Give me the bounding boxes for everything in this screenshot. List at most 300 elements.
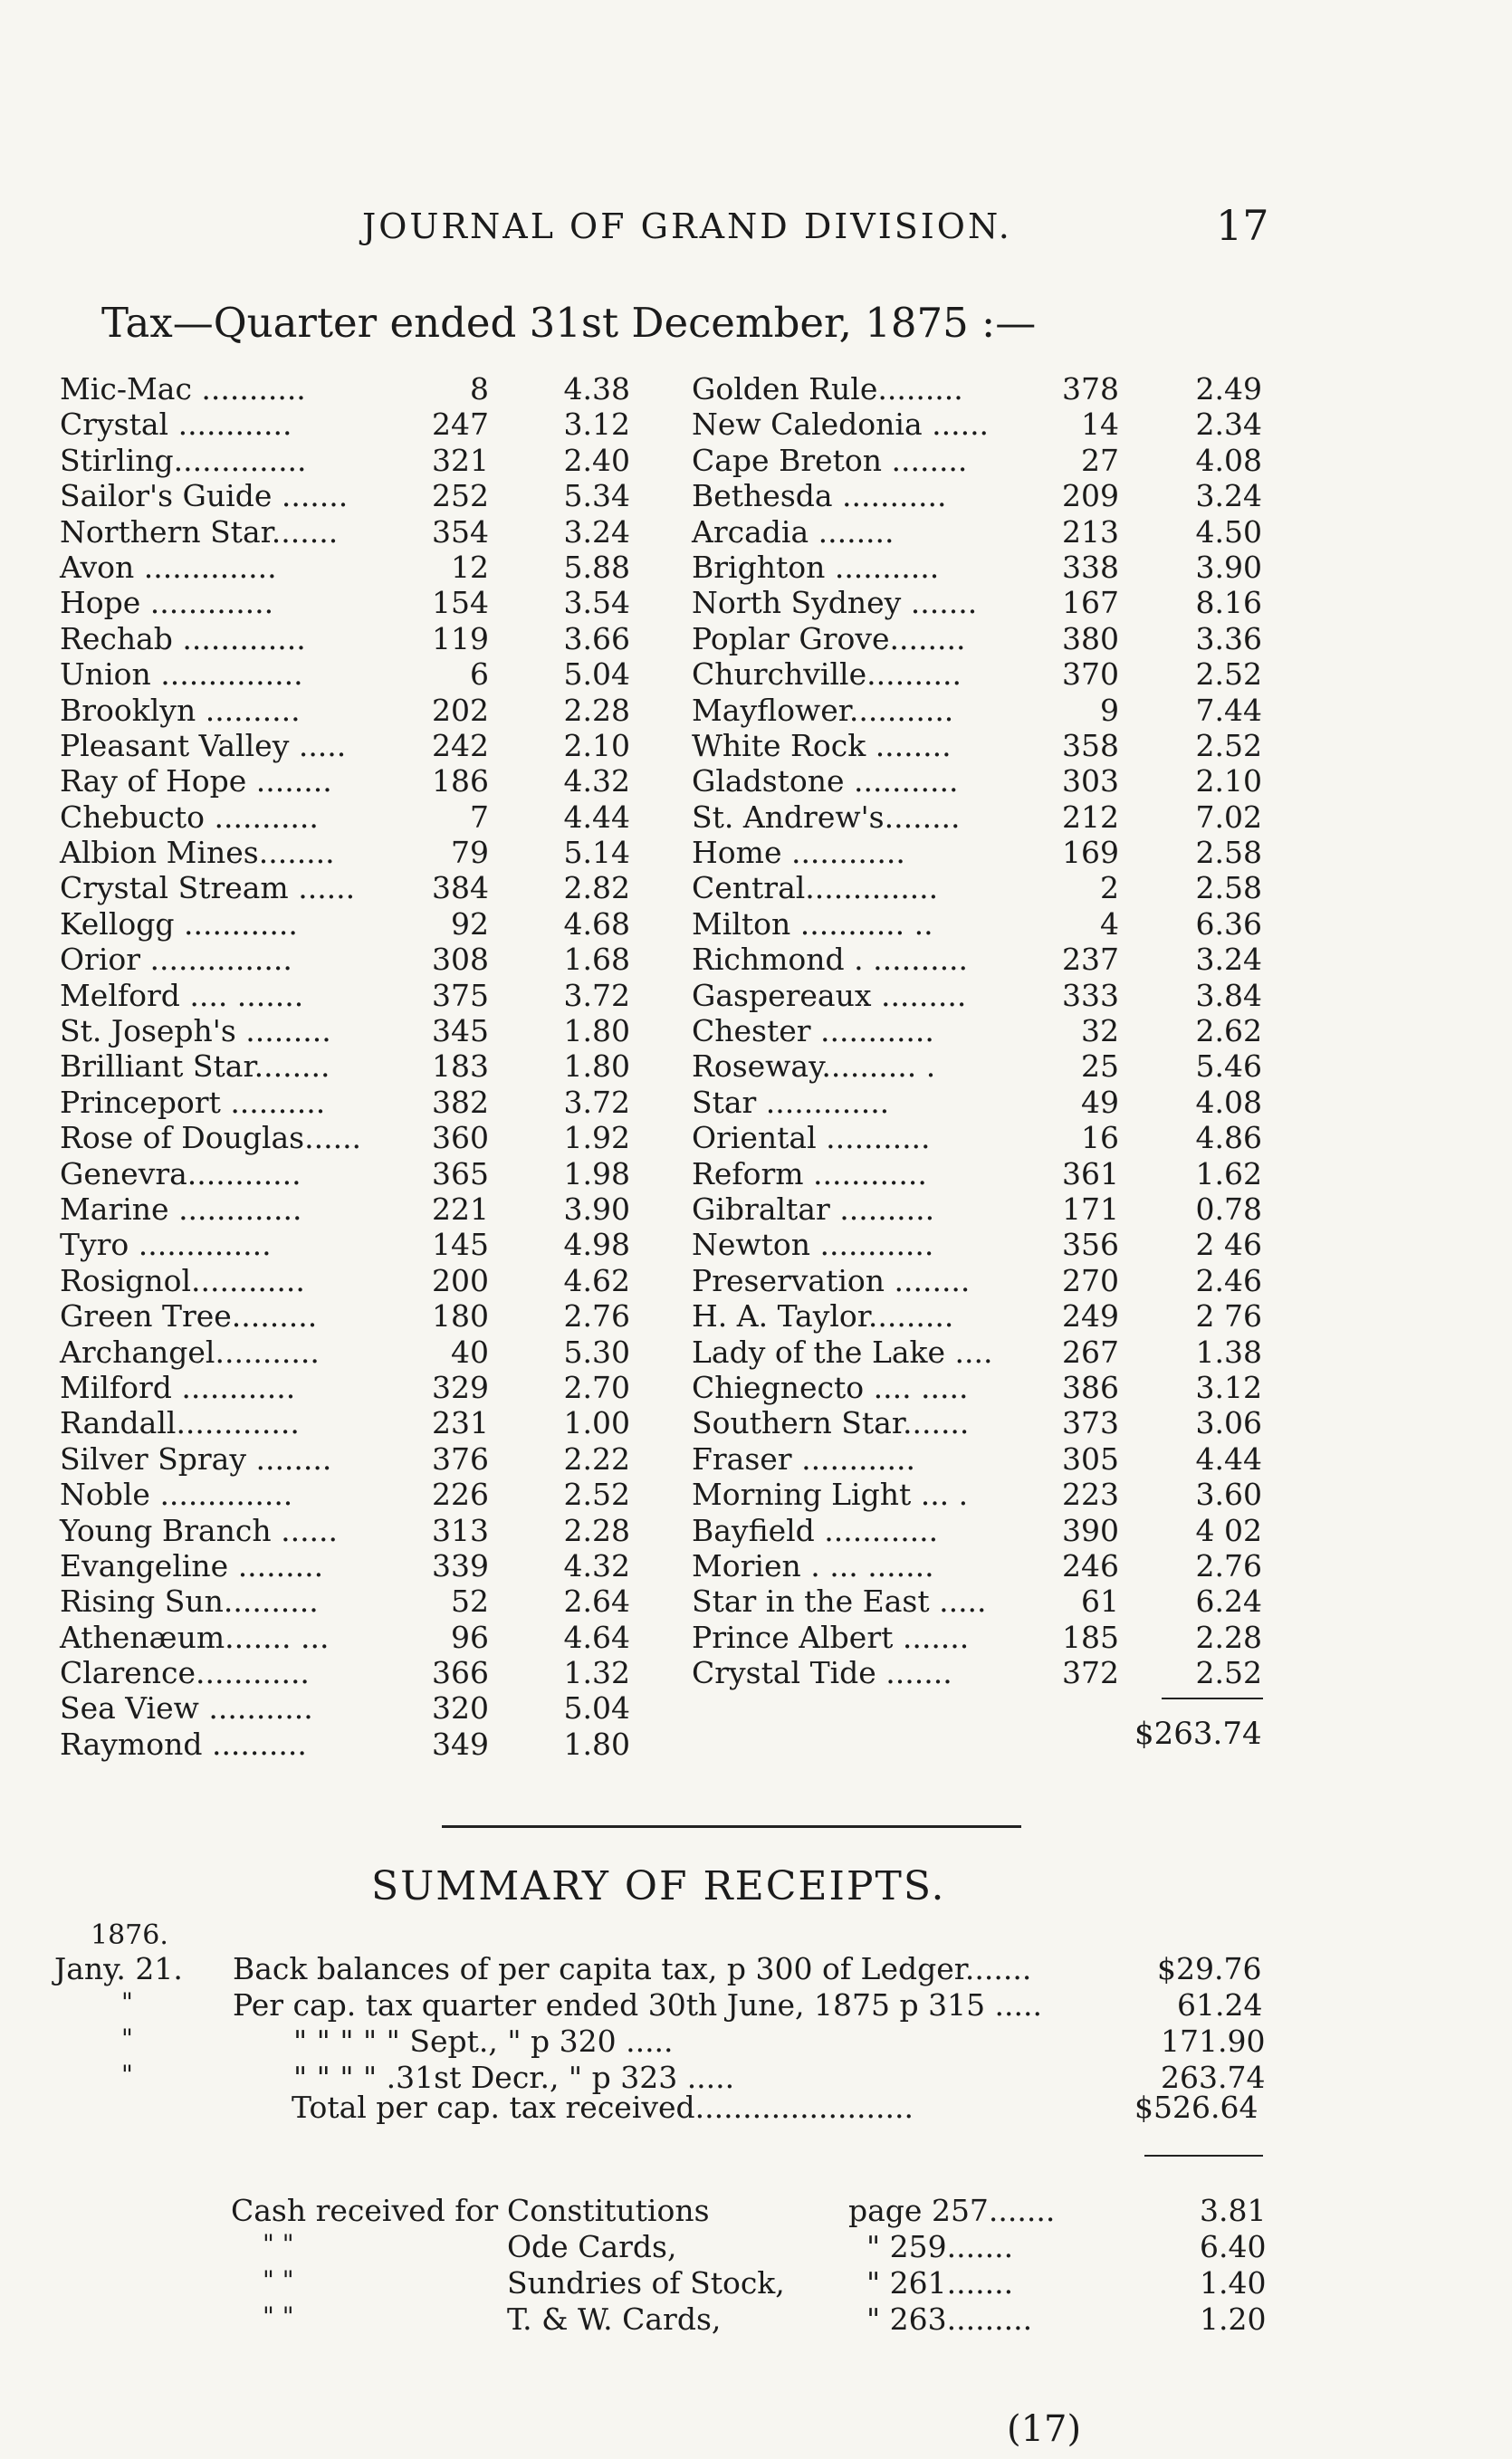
division-name: Fraser ............: [692, 1440, 915, 1477]
division-name: Gladstone ...........: [692, 763, 959, 799]
cash-item: Ode Cards,: [507, 2229, 677, 2264]
division-number: 180: [432, 1298, 489, 1335]
receipt-desc: " " " " " Sept., " p 320 .....: [293, 2024, 674, 2059]
division-number: 167: [1062, 585, 1119, 621]
tax-amount: 4.62: [563, 1262, 630, 1298]
tax-row: [692, 1156, 1262, 1191]
cash-page: " 259.......: [866, 2229, 1014, 2264]
tax-amount: 1.62: [1195, 1155, 1262, 1191]
cash-page: page 257.......: [848, 2193, 1056, 2228]
tax-row: [60, 763, 630, 799]
tax-row: [692, 1085, 1262, 1120]
division-name: Central..............: [692, 870, 939, 906]
division-name: St. Joseph's .........: [60, 1013, 331, 1049]
division-number: 378: [1062, 371, 1119, 407]
tax-amount: 2.58: [1195, 835, 1262, 871]
tax-amount: 2.28: [563, 1512, 630, 1548]
tax-row: [60, 585, 630, 620]
tax-amount: 2.52: [563, 1477, 630, 1513]
tax-amount: 6.36: [1195, 905, 1262, 942]
receipt-date: ": [121, 2060, 133, 2090]
tax-amount: 3.90: [1195, 549, 1262, 585]
receipts-total-rule: [1144, 2155, 1263, 2157]
tax-amount: 2.58: [1195, 870, 1262, 906]
tax-amount: 4.38: [563, 371, 630, 407]
tax-amount: 4.68: [563, 905, 630, 942]
tax-row: [692, 443, 1262, 478]
tax-amount: 7.02: [1195, 799, 1262, 835]
receipt-amount: 171.90: [1161, 2024, 1266, 2059]
division-number: 7: [470, 799, 489, 835]
division-name: Morien . ... .......: [692, 1547, 934, 1584]
division-number: 79: [451, 835, 489, 871]
tax-amount: 3.54: [563, 585, 630, 621]
division-number: 313: [432, 1512, 489, 1548]
tax-row: [692, 1120, 1262, 1155]
division-name: Rose of Douglas......: [60, 1120, 362, 1156]
tax-row: [692, 942, 1262, 977]
division-name: Lady of the Lake ....: [692, 1334, 993, 1370]
tax-amount: 4.44: [563, 799, 630, 835]
division-name: Tyro ..............: [60, 1227, 272, 1263]
cash-lead: Cash received for: [231, 2193, 499, 2228]
tax-amount: 3.24: [563, 513, 630, 550]
receipt-amount: 61.24: [1177, 1987, 1263, 2023]
division-name: Poplar Grove........: [692, 620, 966, 656]
division-number: 169: [1062, 835, 1119, 871]
tax-row: [60, 1048, 630, 1084]
division-number: 329: [432, 1369, 489, 1405]
division-number: 96: [451, 1619, 489, 1655]
tax-amount: 1.98: [563, 1155, 630, 1191]
section-divider: [442, 1825, 1021, 1828]
division-name: Young Branch ......: [60, 1512, 339, 1548]
division-name: Genevra............: [60, 1155, 301, 1191]
division-number: 186: [432, 763, 489, 799]
division-name: Union ...............: [60, 656, 303, 693]
tax-amount: 4.98: [563, 1227, 630, 1263]
tax-amount: 2.28: [1195, 1619, 1262, 1655]
division-name: Arcadia ........: [692, 513, 895, 550]
division-number: 14: [1081, 407, 1119, 443]
tax-table-left: [60, 371, 630, 1762]
tax-row: [60, 728, 630, 763]
division-number: 354: [432, 513, 489, 550]
receipts-total-amount: $526.64: [1134, 2090, 1258, 2125]
division-number: 321: [432, 442, 489, 478]
division-number: 366: [432, 1655, 489, 1691]
division-name: Stirling..............: [60, 442, 307, 478]
tax-row: [692, 1263, 1262, 1298]
division-number: 349: [432, 1726, 489, 1762]
tax-row: [692, 514, 1262, 550]
tax-row: [60, 1727, 630, 1762]
cash-item: Sundries of Stock,: [507, 2265, 785, 2301]
division-number: 171: [1062, 1191, 1119, 1227]
tax-amount: 3.12: [563, 407, 630, 443]
division-number: 376: [432, 1440, 489, 1477]
division-number: 375: [432, 977, 489, 1013]
division-name: Princeport ..........: [60, 1084, 326, 1120]
tax-row: [692, 1477, 1262, 1512]
tax-row: [692, 1298, 1262, 1334]
division-number: 200: [432, 1262, 489, 1298]
division-number: 380: [1062, 620, 1119, 656]
cash-item: T. & W. Cards,: [507, 2301, 722, 2337]
division-name: Albion Mines........: [60, 835, 335, 871]
division-number: 231: [432, 1405, 489, 1441]
division-name: Richmond . ..........: [692, 942, 969, 978]
tax-row: [692, 621, 1262, 656]
tax-row: [692, 1405, 1262, 1440]
tax-row: [60, 1548, 630, 1584]
tax-amount: 3.66: [563, 620, 630, 656]
tax-amount: 3.90: [563, 1191, 630, 1227]
tax-row: [60, 1584, 630, 1619]
tax-amount: 5.88: [563, 549, 630, 585]
receipt-amount: $29.76: [1157, 1951, 1262, 1986]
tax-amount: 2.28: [563, 692, 630, 728]
tax-amount: 2.10: [563, 727, 630, 763]
division-name: Rising Sun..........: [60, 1584, 319, 1620]
tax-row: [692, 978, 1262, 1013]
division-name: Marine .............: [60, 1191, 302, 1227]
tax-row: [60, 978, 630, 1013]
division-name: Crystal ............: [60, 407, 292, 443]
tax-amount: 2.76: [563, 1298, 630, 1335]
division-name: New Caledonia ......: [692, 407, 990, 443]
tax-row: [692, 585, 1262, 620]
tax-amount: 1.80: [563, 1726, 630, 1762]
division-name: Milford ............: [60, 1369, 296, 1405]
tax-title: Tax—Quarter ended 31st December, 1875 :—: [101, 299, 1037, 347]
division-number: 237: [1062, 942, 1119, 978]
tax-amount: 1.38: [1195, 1334, 1262, 1370]
division-number: 338: [1062, 549, 1119, 585]
tax-amount: 4.44: [1195, 1440, 1262, 1477]
tax-amount: 2.64: [563, 1584, 630, 1620]
tax-row: [60, 407, 630, 442]
tax-row: [60, 478, 630, 513]
tax-row: [692, 1227, 1262, 1262]
tax-row: [60, 799, 630, 835]
division-number: 267: [1062, 1334, 1119, 1370]
division-name: Avon ..............: [60, 549, 277, 585]
division-name: Mayflower...........: [692, 692, 954, 728]
tax-amount: 2.49: [1195, 371, 1262, 407]
division-name: Milton ........... ..: [692, 905, 933, 942]
division-number: 384: [432, 870, 489, 906]
division-number: 246: [1062, 1547, 1119, 1584]
division-name: Ray of Hope ........: [60, 763, 332, 799]
tax-row: [692, 763, 1262, 799]
tax-amount: 1.80: [563, 1013, 630, 1049]
division-name: North Sydney .......: [692, 585, 978, 621]
division-name: Noble ..............: [60, 1477, 293, 1513]
tax-amount: 3.60: [1195, 1477, 1262, 1513]
page-number: 17: [1216, 201, 1269, 250]
receipt-desc: " " " " .31st Decr., " p 323 .....: [293, 2060, 735, 2095]
tax-row: [692, 550, 1262, 585]
division-name: Brilliant Star........: [60, 1048, 330, 1085]
tax-row: [60, 693, 630, 728]
tax-amount: 2.52: [1195, 656, 1262, 693]
tax-row: [692, 371, 1262, 407]
division-number: 185: [1062, 1619, 1119, 1655]
tax-amount: 5.14: [563, 835, 630, 871]
division-number: 345: [432, 1013, 489, 1049]
division-number: 252: [432, 478, 489, 514]
tax-amount: 4.08: [1195, 442, 1262, 478]
division-name: Chiegnecto .... .....: [692, 1369, 969, 1405]
division-name: Chester ............: [692, 1013, 934, 1049]
division-number: 16: [1081, 1120, 1119, 1156]
tax-row: [60, 942, 630, 977]
tax-row: [60, 1298, 630, 1334]
receipt-date: ": [121, 1987, 133, 2017]
division-name: Sailor's Guide .......: [60, 478, 349, 514]
tax-row: [692, 1441, 1262, 1477]
division-name: Sea View ...........: [60, 1690, 313, 1727]
tax-amount: 2.34: [1195, 407, 1262, 443]
division-number: 390: [1062, 1512, 1119, 1548]
tax-row: [60, 1370, 630, 1405]
tax-amount: 0.78: [1195, 1191, 1262, 1227]
division-number: 358: [1062, 727, 1119, 763]
division-number: 9: [1100, 692, 1119, 728]
cash-amount: 3.81: [1200, 2193, 1267, 2228]
division-name: Crystal Tide .......: [692, 1655, 952, 1691]
tax-row: [692, 1048, 1262, 1084]
division-number: 119: [432, 620, 489, 656]
tax-row: [60, 1477, 630, 1512]
division-name: Morning Light ... .: [692, 1477, 969, 1513]
tax-row: [60, 906, 630, 942]
tax-amount: 7.44: [1195, 692, 1262, 728]
division-number: 12: [451, 549, 489, 585]
receipt-date: Jany. 21.: [54, 1951, 183, 1986]
division-name: Brighton ...........: [692, 549, 940, 585]
cash-page: " 263.........: [866, 2301, 1033, 2337]
division-number: 61: [1081, 1584, 1119, 1620]
tax-amount: 1.68: [563, 942, 630, 978]
division-name: Churchville..........: [692, 656, 962, 693]
tax-row: [692, 1191, 1262, 1227]
tax-amount: 5.30: [563, 1334, 630, 1370]
tax-total: $263.74: [1134, 1716, 1262, 1752]
tax-row: [60, 550, 630, 585]
page-folio: (17): [1007, 2408, 1082, 2450]
division-number: 249: [1062, 1298, 1119, 1335]
division-name: St. Andrew's........: [692, 799, 961, 835]
division-name: Chebucto ...........: [60, 799, 319, 835]
division-number: 361: [1062, 1155, 1119, 1191]
division-name: Southern Star.......: [692, 1405, 970, 1441]
tax-row: [60, 514, 630, 550]
tax-row: [692, 799, 1262, 835]
division-name: Newton ............: [692, 1227, 934, 1263]
cash-amount: 1.40: [1200, 2265, 1267, 2301]
tax-amount: 6.24: [1195, 1584, 1262, 1620]
tax-amount: 1.80: [563, 1048, 630, 1085]
division-number: 333: [1062, 977, 1119, 1013]
division-number: 209: [1062, 478, 1119, 514]
tax-row: [692, 1655, 1262, 1690]
division-number: 6: [470, 656, 489, 693]
division-name: Northern Star.......: [60, 513, 339, 550]
tax-row: [60, 835, 630, 870]
division-name: Cape Breton ........: [692, 442, 968, 478]
tax-row: [60, 1156, 630, 1191]
tax-table-right: [692, 371, 1262, 1690]
tax-row: [60, 1013, 630, 1048]
division-name: Raymond ..........: [60, 1726, 307, 1762]
tax-row: [692, 1370, 1262, 1405]
tax-amount: 1.92: [563, 1120, 630, 1156]
division-name: Hope .............: [60, 585, 274, 621]
division-number: 270: [1062, 1262, 1119, 1298]
receipt-date: ": [121, 2024, 133, 2053]
division-number: 320: [432, 1690, 489, 1727]
division-name: Rosignol............: [60, 1262, 305, 1298]
division-name: Mic-Mac ...........: [60, 371, 306, 407]
tax-amount: 2 76: [1195, 1298, 1262, 1335]
division-name: Athenæum....... ...: [60, 1619, 330, 1655]
receipt-desc: Per cap. tax quarter ended 30th June, 1875 p 315 .....: [233, 1987, 1042, 2023]
division-name: Rechab .............: [60, 620, 306, 656]
division-name: Crystal Stream ......: [60, 870, 356, 906]
summary-heading: SUMMARY OF RECEIPTS.: [371, 1863, 946, 1909]
tax-amount: 5.04: [563, 656, 630, 693]
division-name: Green Tree.........: [60, 1298, 318, 1335]
division-name: Gibraltar ..........: [692, 1191, 935, 1227]
division-number: 308: [432, 942, 489, 978]
tax-amount: 3.72: [563, 1084, 630, 1120]
tax-row: [60, 1690, 630, 1726]
tax-row: [60, 1655, 630, 1690]
division-name: Home ............: [692, 835, 905, 871]
division-number: 382: [432, 1084, 489, 1120]
division-name: Oriental ...........: [692, 1120, 931, 1156]
tax-amount: 2.82: [563, 870, 630, 906]
tax-amount: 2.52: [1195, 1655, 1262, 1691]
division-name: Bethesda ...........: [692, 478, 947, 514]
cash-item: Constitutions: [507, 2193, 710, 2228]
tax-row: [692, 656, 1262, 692]
tax-amount: 2 46: [1195, 1227, 1262, 1263]
division-number: 370: [1062, 656, 1119, 693]
division-name: Prince Albert .......: [692, 1619, 970, 1655]
tax-row: [692, 1513, 1262, 1548]
division-number: 372: [1062, 1655, 1119, 1691]
division-name: Reform ............: [692, 1155, 927, 1191]
receipt-amount: 263.74: [1161, 2060, 1266, 2095]
tax-row: [692, 478, 1262, 513]
tax-row: [692, 1013, 1262, 1048]
division-number: 25: [1081, 1048, 1119, 1085]
tax-amount: 2.22: [563, 1440, 630, 1477]
division-number: 221: [432, 1191, 489, 1227]
tax-amount: 1.00: [563, 1405, 630, 1441]
tax-amount: 2.76: [1195, 1547, 1262, 1584]
division-name: Gaspereaux .........: [692, 977, 967, 1013]
tax-row: [692, 1548, 1262, 1584]
tax-row: [60, 621, 630, 656]
tax-amount: 4.08: [1195, 1084, 1262, 1120]
division-name: Preservation ........: [692, 1262, 971, 1298]
division-name: Evangeline .........: [60, 1547, 324, 1584]
tax-amount: 4.64: [563, 1619, 630, 1655]
tax-amount: 3.24: [1195, 942, 1262, 978]
division-name: Randall.............: [60, 1405, 300, 1441]
cash-lead: " ": [263, 2301, 294, 2331]
tax-row: [60, 371, 630, 407]
tax-amount: 2.40: [563, 442, 630, 478]
tax-row: [60, 443, 630, 478]
tax-amount: 2.52: [1195, 727, 1262, 763]
division-number: 226: [432, 1477, 489, 1513]
division-number: 213: [1062, 513, 1119, 550]
tax-amount: 5.46: [1195, 1048, 1262, 1085]
summary-year: 1876.: [91, 1919, 168, 1951]
tax-amount: 4 02: [1195, 1512, 1262, 1548]
division-number: 183: [432, 1048, 489, 1085]
cash-amount: 1.20: [1200, 2301, 1267, 2337]
division-number: 386: [1062, 1369, 1119, 1405]
division-number: 305: [1062, 1440, 1119, 1477]
tax-row: [692, 1335, 1262, 1370]
receipt-desc: Back balances of per capita tax, p 300 of Ledger.......: [233, 1951, 1032, 1986]
division-number: 356: [1062, 1227, 1119, 1263]
division-name: Star in the East .....: [692, 1584, 987, 1620]
division-number: 202: [432, 692, 489, 728]
division-name: Melford .... .......: [60, 977, 304, 1013]
running-title: JOURNAL OF GRAND DIVISION.: [362, 206, 1012, 246]
tax-row: [60, 656, 630, 692]
division-name: Silver Spray ........: [60, 1440, 332, 1477]
cash-amount: 6.40: [1200, 2229, 1267, 2264]
tax-amount: 5.04: [563, 1690, 630, 1727]
division-number: 8: [470, 371, 489, 407]
division-name: H. A. Taylor.........: [692, 1298, 954, 1335]
division-number: 373: [1062, 1405, 1119, 1441]
division-number: 92: [451, 905, 489, 942]
division-name: Archangel...........: [60, 1334, 320, 1370]
tax-row: [60, 1441, 630, 1477]
division-name: Golden Rule.........: [692, 371, 963, 407]
division-number: 247: [432, 407, 489, 443]
division-number: 27: [1081, 442, 1119, 478]
division-name: Kellogg ............: [60, 905, 298, 942]
tax-amount: 3.06: [1195, 1405, 1262, 1441]
division-name: Roseway.......... .: [692, 1048, 936, 1085]
division-number: 40: [451, 1334, 489, 1370]
total-rule: [1162, 1698, 1263, 1699]
tax-row: [692, 407, 1262, 442]
tax-amount: 2.10: [1195, 763, 1262, 799]
tax-row: [60, 1085, 630, 1120]
tax-row: [60, 1227, 630, 1262]
tax-amount: 4.32: [563, 763, 630, 799]
tax-row: [60, 1620, 630, 1655]
division-number: 49: [1081, 1084, 1119, 1120]
division-number: 365: [432, 1155, 489, 1191]
tax-amount: 3.12: [1195, 1369, 1262, 1405]
tax-amount: 4.50: [1195, 513, 1262, 550]
tax-amount: 3.36: [1195, 620, 1262, 656]
tax-row: [60, 1263, 630, 1298]
tax-row: [692, 870, 1262, 905]
